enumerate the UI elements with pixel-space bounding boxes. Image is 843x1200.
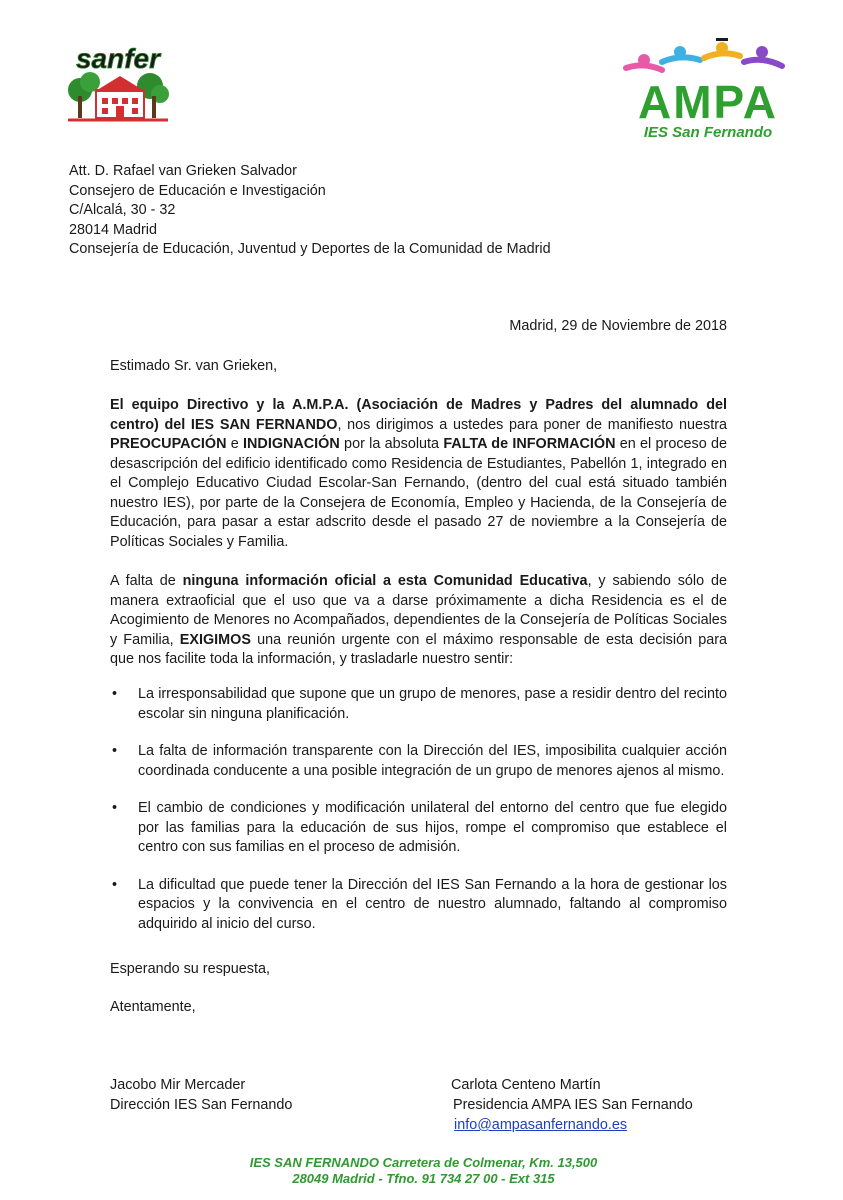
list-item-text: La irresponsabilidad que supone que un grupo de menores, pase a residir dentro del recinto escolar sin ninguna planificación. xyxy=(138,686,727,722)
bold-text: El equipo Directivo y la A.M.P.A. (Asociación de Madres y Padres del alumnado del centro) del IES SAN FERNANDO xyxy=(110,397,727,433)
letter-date: Madrid, 29 de Noviembre de 2018 xyxy=(509,318,727,334)
paragraph-2 xyxy=(110,572,727,670)
footer xyxy=(0,1155,843,1187)
salutation: Estimado Sr. van Grieken, xyxy=(110,358,278,374)
body-text: e xyxy=(226,436,244,452)
address-line: 28014 Madrid xyxy=(69,221,158,238)
list-item-text: La falta de información transparente con la Dirección del IES, imposibilita cualquier acción coordinada conducente a una posible integración de un grupo de menores ajenos al mismo. xyxy=(138,743,727,779)
body-text: A falta de xyxy=(110,573,183,589)
signer-name: Carlota Centeno Martín xyxy=(451,1077,601,1093)
signature-left xyxy=(110,1076,292,1115)
bullet-icon: • xyxy=(112,876,118,893)
bold-text: PREOCUPACIÓN xyxy=(110,436,227,452)
recipient-address xyxy=(69,162,551,260)
bullet-icon: • xyxy=(112,743,118,759)
body-text: en el proceso de desascripción del edificio identificado como Residencia de Estudiantes, Pabellón 1, integrado en el Complejo Educativo Ciudad Escolar-San Fernando, (dentro del cual está situado también nuestro IES), por parte de la Consejera de Economía, Empleo y Hacienda, de la Consejería de Educación, para pasar a estar adscrito desde el pasado 27 de noviembre a la Consejería de Políticas Sociales y Familia. xyxy=(110,436,728,550)
bold-text: INDIGNACIÓN xyxy=(243,436,340,452)
body-text: , y sabiendo sólo de manera extraoficial que el uso que va a darse próximamente a dicha Residencia es el de Acogimiento de Menores no Acompañados, dependientes de la Consejería de Políticas Sociales y Familia, xyxy=(110,573,728,648)
signer-role: Dirección IES San Fernando xyxy=(110,1096,293,1113)
list-item xyxy=(110,742,727,781)
address-line: Consejero de Educación e Investigación xyxy=(69,182,326,199)
paragraph-1 xyxy=(110,396,727,552)
signer-name: Jacobo Mir Mercader xyxy=(110,1077,246,1093)
body-text: una reunión urgente con el máximo responsable de esta decisión para que nos facilite toda la información, y trasladarle nuestro sentir: xyxy=(110,631,727,667)
list-item xyxy=(110,799,727,858)
list-item xyxy=(110,876,727,935)
sanfer-logo xyxy=(66,42,170,124)
footer-line: IES SAN FERNANDO Carretera de Colmenar, Km. 13,500 xyxy=(249,1155,598,1170)
bullet-icon: • xyxy=(112,686,118,702)
ampa-logo-text: AMPA xyxy=(637,76,779,128)
body-text: por la absoluta xyxy=(339,436,444,452)
closing-line: Atentamente, xyxy=(110,999,196,1015)
bold-text: FALTA de INFORMACIÓN xyxy=(443,436,616,452)
closing-line: Esperando su respuesta, xyxy=(110,961,270,977)
bold-text: EXIGIMOS xyxy=(179,631,251,648)
ampa-logo-subtitle: IES San Fernando xyxy=(643,124,773,141)
bullet-icon: • xyxy=(112,800,118,816)
signer-role: Presidencia AMPA IES San Fernando xyxy=(453,1096,693,1113)
ampa-logo xyxy=(622,38,794,144)
email-link[interactable]: info@ampasanfernando.es xyxy=(454,1117,628,1133)
address-line: C/Alcalá, 30 - 32 xyxy=(69,202,176,218)
body-text: , nos dirigimos a ustedes para poner de manifiesto nuestra xyxy=(337,416,727,433)
address-line: Consejería de Educación, Juventud y Deportes de la Comunidad de Madrid xyxy=(69,241,551,257)
signature-right xyxy=(451,1076,693,1136)
address-line: Att. D. Rafael van Grieken Salvador xyxy=(69,163,297,179)
footer-line: 28049 Madrid - Tfno. 91 734 27 00 - Ext 315 xyxy=(292,1171,555,1186)
sanfer-logo-text: sanfer xyxy=(75,43,161,74)
list-item xyxy=(110,685,727,724)
list-item-text: La dificultad que puede tener la Dirección del IES San Fernando a la hora de gestionar los espacios y la convivencia en el centro de nuestro alumnado, faltando al compromiso adquirido al inicio del curso. xyxy=(138,876,727,932)
list-item-text: El cambio de condiciones y modificación unilateral del entorno del centro que fue elegido por las familias para la educación de sus hijos, rompe el compromiso que establece el centro con sus familias en el proceso de admisión. xyxy=(138,800,727,855)
concerns-list xyxy=(110,685,727,952)
bold-text: ninguna información oficial a esta Comunidad Educativa xyxy=(182,573,588,589)
